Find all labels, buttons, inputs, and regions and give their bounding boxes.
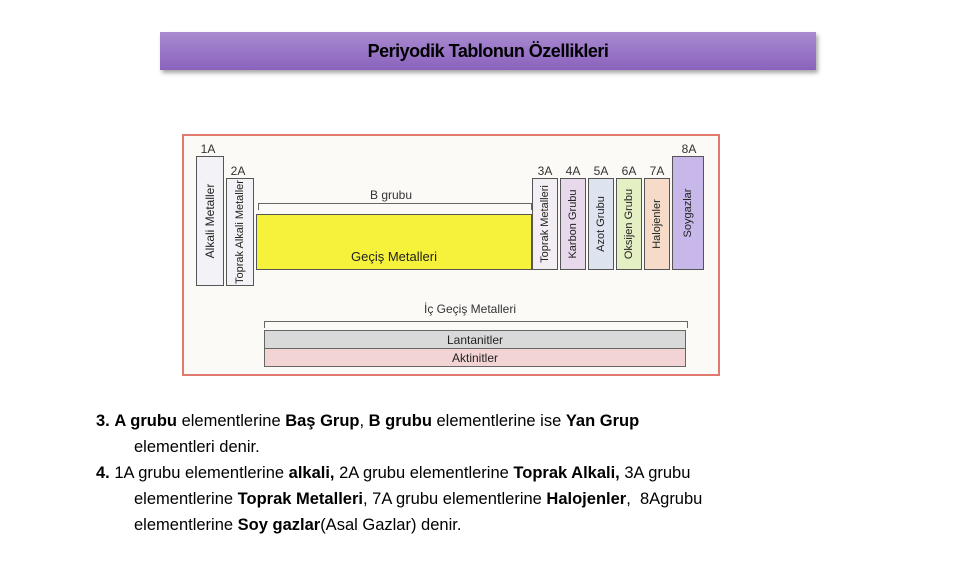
periodic-table-diagram <box>182 134 720 376</box>
column-soygaz <box>672 156 704 270</box>
p3-b-grubu: B grubu <box>368 412 432 430</box>
p4-text-1: 1A grubu elementlerine <box>109 464 289 482</box>
group-label-7A: 7A <box>649 164 665 178</box>
p3-text-3: elementlerine ise <box>431 412 566 430</box>
column-halojen <box>644 178 670 270</box>
paragraph-3 <box>96 408 916 434</box>
p3-text-1: elementlerine <box>176 412 286 430</box>
p4-text-2: 2A grubu elementlerine <box>334 464 514 482</box>
paragraph-4-cont-1 <box>96 486 916 512</box>
column-oksijen <box>616 178 642 270</box>
column-toprak-alkali-label: Toprak Alkali Metaller <box>234 180 246 284</box>
group-label-1A: 1A <box>200 142 216 156</box>
aktinitler-row: Aktinitler <box>264 348 686 367</box>
paragraph-4-cont-2 <box>96 512 916 538</box>
column-azot-label: Azot Grubu <box>595 196 607 252</box>
p4-text-6: , 8Agrubu <box>626 490 703 508</box>
p4-halojenler: Halojenler <box>546 490 627 508</box>
ic-gecis-label: İç Geçiş Metalleri <box>424 302 517 316</box>
column-oksijen-label: Oksijen Grubu <box>623 188 635 260</box>
group-label-4A: 4A <box>565 164 581 178</box>
p3-yan-grup: Yan Grup <box>565 412 640 430</box>
description-text <box>96 408 916 538</box>
gecis-metalleri-block <box>256 214 532 270</box>
paragraph-3-cont <box>96 434 916 460</box>
p3-text-4: elementleri denir. <box>134 438 260 456</box>
column-azot <box>588 178 614 270</box>
column-alkali <box>196 156 224 286</box>
group-label-5A: 5A <box>593 164 609 178</box>
title-bar <box>160 32 816 70</box>
ic-gecis-bracket <box>264 321 688 328</box>
column-karbon <box>560 178 586 270</box>
paragraph-4 <box>96 460 916 486</box>
column-halojen-label: Halojenler <box>651 199 663 249</box>
group-label-6A: 6A <box>621 164 637 178</box>
p4-toprak-alkali: Toprak Alkali, <box>513 464 620 482</box>
p3-number: 3. <box>96 412 110 430</box>
lantanitler-row: Lantanitler <box>264 330 686 349</box>
p4-text-7: elementlerine <box>134 516 238 534</box>
group-label-2A: 2A <box>230 164 246 178</box>
gecis-metalleri-label: Geçiş Metalleri <box>351 249 437 264</box>
group-label-8A: 8A <box>681 142 697 156</box>
group-label-3A: 3A <box>537 164 553 178</box>
p4-text-3: 3A grubu <box>619 464 691 482</box>
p3-a-grubu: A grubu <box>114 412 177 430</box>
p4-text-8: (Asal Gazlar) denir. <box>320 516 462 534</box>
p4-toprak-metalleri: Toprak Metalleri <box>237 490 363 508</box>
column-toprak-metalleri-label: Toprak Metalleri <box>539 185 551 263</box>
column-karbon-label: Karbon Grubu <box>567 189 579 259</box>
p3-bas-grup: Baş Grup <box>285 412 360 430</box>
p4-text-4: elementlerine <box>134 490 238 508</box>
p4-text-5: , 7A grubu elementlerine <box>362 490 547 508</box>
b-grubu-label: B grubu <box>370 188 413 202</box>
p3-text-2: , <box>359 412 369 430</box>
column-toprak-alkali <box>226 178 254 286</box>
p4-number: 4. <box>96 464 110 482</box>
column-alkali-label: Alkali Metaller <box>203 183 217 259</box>
p4-alkali: alkali, <box>288 464 335 482</box>
column-soygaz-label: Soygazlar <box>682 188 694 238</box>
column-toprak-metalleri <box>532 178 558 270</box>
page-title: Periyodik Tablonun Özellikleri <box>367 40 609 61</box>
b-grubu-bracket <box>258 203 532 210</box>
p4-soy-gazlar: Soy gazlar <box>237 516 321 534</box>
